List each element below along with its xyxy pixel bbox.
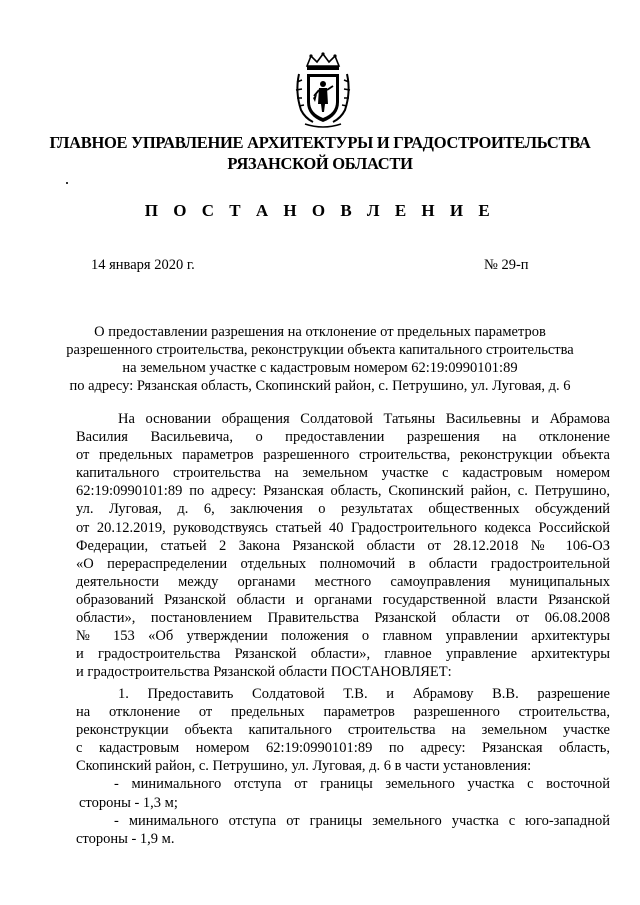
coat-of-arms-icon [293,52,353,128]
document-number: № 29-п [484,257,529,273]
subject-line: О предоставлении разрешения на отклонение от предельных параметров [94,324,546,340]
text-line: деятельности между органами местного самоуправления муниципальных [76,573,610,590]
text-line: области», постановлением Правительства Рязанской области от 06.08.2008 [76,610,610,627]
text-line: и градостроительства Рязанской области ПОСТАНОВЛЯЕТ: [76,664,452,681]
text-line: стороны - 1,9 м. [76,830,175,847]
text-line: стороны - 1,3 м; [79,794,178,811]
organization-name-line1: ГЛАВНОЕ УПРАВЛЕНИЕ АРХИТЕКТУРЫ И ГРАДОСТРОИТЕЛЬСТВА [49,133,591,152]
document-subject [60,323,580,395]
text-line: Василия Васильевича, о предоставлении разрешения на отклонение [76,429,610,446]
text-line: реконструкции объекта капитального строительства на земельном участке [76,722,610,739]
text-line: Скопинский район, с. Петрушино, ул. Луговая, д. 6 в части установления: [76,758,532,775]
text-line: - минимального отступа от границы земельного участка с восточной [114,776,610,793]
text-line: с кадастровым номером 62:19:0990101:89 по адресу: Рязанская область, [76,740,610,757]
text-line: от 20.12.2019, руководствуясь статьей 40 Градостроительного кодекса Российской [76,519,610,536]
text-line: капитального строительства на земельном участке с кадастровым номером [76,465,610,482]
subject-line: на земельном участке с кадастровым номером 62:19:0990101:89 [122,360,518,376]
text-line: и градостроительства Рязанской области», главное управление архитектуры [76,646,610,663]
text-line: образований Рязанской области и органами государственной власти Рязанской [76,591,610,608]
text-line: № 153 «Об утверждении положения о главном управлении архитектуры [76,628,610,645]
organization-name-line2: РЯЗАНСКОЙ ОБЛАСТИ [227,154,413,173]
text-line: 62:19:0990101:89 по адресу: Рязанская область, Скопинский район, с. Петрушино, [76,483,610,500]
document-type-title: П О С Т А Н О В Л Е Н И Е [144,201,496,220]
text-line: 1. Предоставить Солдатовой Т.В. и Абрамову В.В. разрешение [118,686,610,702]
text-line: На основании обращения Солдатовой Татьяны Васильевны и Абрамова [118,411,610,427]
resolution-item-1 [76,685,610,848]
text-line: Федерации, статьей 2 Закона Рязанской области от 28.12.2018 № 106-ОЗ [76,537,610,554]
text-line: ул. Луговая, д. 6, заключения о результатах общественных обсуждений [76,501,610,518]
document-date: 14 января 2020 г. [91,257,195,273]
text-line: - минимального отступа от границы земельного участка с юго-западной [114,812,610,829]
scan-speck [66,182,68,184]
preamble-paragraph [76,410,610,681]
subject-line: разрешенного строительства, реконструкции объекта капитального строительства [66,342,574,358]
text-line: «О перераспределении отдельных полномочий в области градостроительной [76,555,610,572]
text-line: на отклонение от предельных параметров разрешенного строительства, [76,704,610,721]
text-line: от предельных параметров разрешенного строительства, реконструкции объекта [76,447,610,464]
subject-line: по адресу: Рязанская область, Скопинский район, с. Петрушино, ул. Луговая, д. 6 [69,378,571,394]
